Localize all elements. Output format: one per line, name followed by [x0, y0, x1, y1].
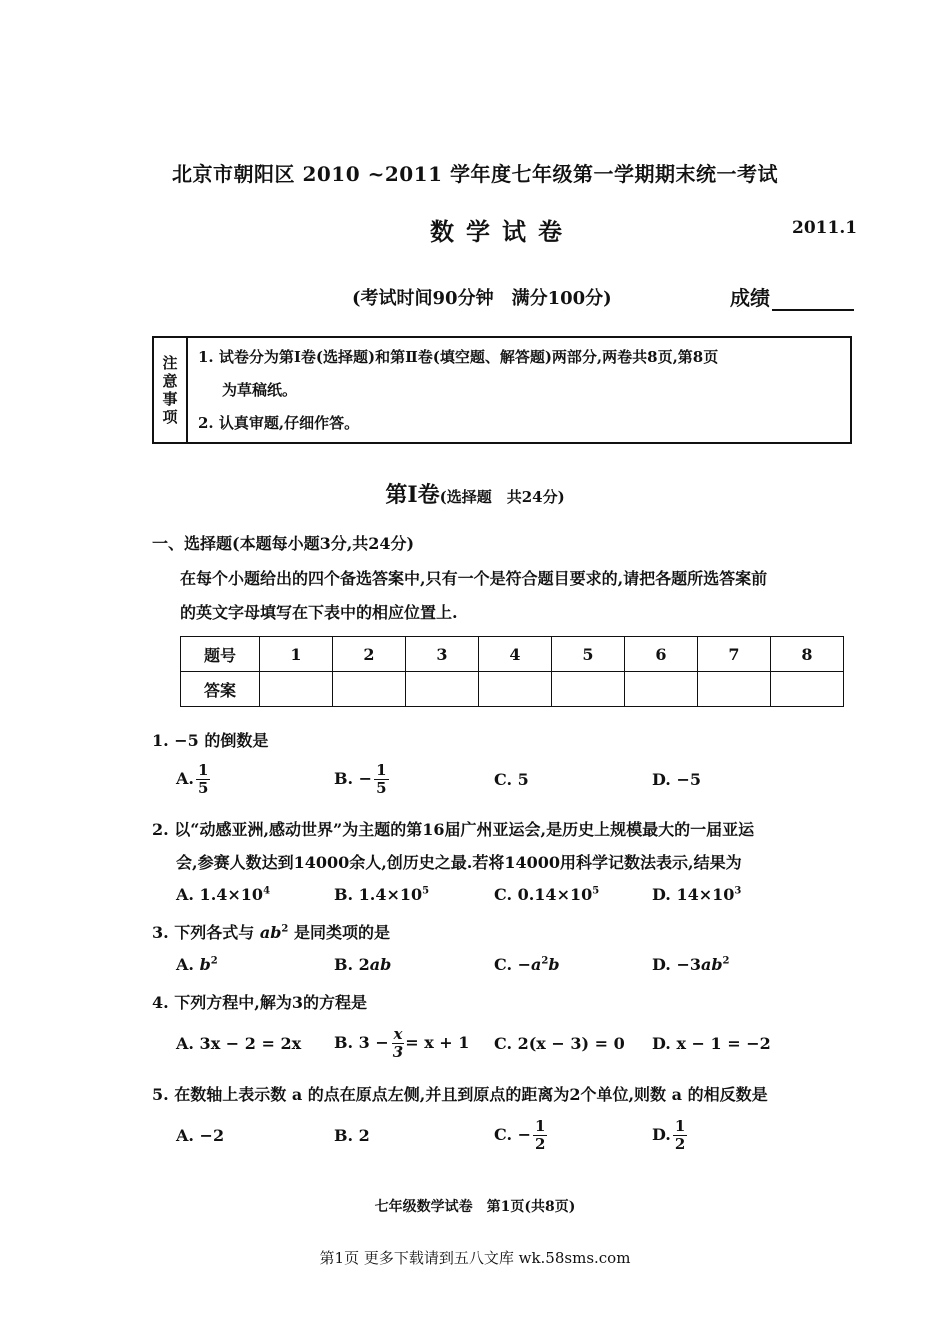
score-label: 成绩 [730, 286, 770, 310]
q1-option-a [176, 762, 210, 797]
fraction [673, 1118, 687, 1153]
notice-char: 意 [162, 372, 178, 390]
notice-label [154, 338, 188, 442]
option-label: A. [176, 769, 194, 788]
denominator: 2 [674, 1135, 686, 1153]
notice-line-1b: 为草稿纸。 [222, 381, 298, 399]
variable: ab [700, 955, 723, 974]
section-heading: 一、选择题(本题每小题3分,共24分) [152, 534, 415, 553]
question-2-stem-1: 2. 以“动感亚洲,感动世界”为主题的第16届广州亚运会,是历史上规模最大的一届亚运 [152, 820, 755, 839]
option-label: C. − [494, 1125, 531, 1144]
score-blank [772, 291, 854, 311]
notice-char: 项 [162, 408, 178, 426]
q5-option-a: A. −2 [176, 1126, 225, 1145]
q2-option-d [652, 885, 741, 904]
exam-title: 北京市朝阳区 2010 ~2011 学年度七年级第一学期期末统一考试 [172, 162, 778, 186]
numerator: 1 [197, 761, 209, 779]
answer-cell[interactable] [260, 672, 333, 707]
instruction-line-1: 在每个小题给出的四个备选答案中,只有一个是符合题目要求的,请把各题所选答案前 [180, 569, 768, 588]
option-label: D. −3 [652, 955, 701, 974]
variable: ab [259, 923, 282, 942]
subject-title: 数学试卷 [430, 217, 574, 246]
q5-option-c [494, 1118, 547, 1153]
stem-text: 3. 下列各式与 [152, 923, 255, 942]
notice-line-2: 2. 认真审题,仔细作答。 [198, 414, 360, 432]
answer-cell[interactable] [552, 672, 625, 707]
option-text: A. 1.4×10 [176, 885, 264, 904]
q1-option-b [334, 762, 389, 797]
option-label: D. [652, 1125, 671, 1144]
table-header-cell: 答案 [181, 672, 260, 707]
score-field [730, 282, 854, 311]
table-header-cell: 题号 [181, 637, 260, 672]
notice-char: 事 [162, 390, 178, 408]
q2-option-b [334, 885, 429, 904]
q2-option-c [494, 885, 599, 904]
question-number-cell: 2 [333, 637, 406, 672]
exponent: 5 [592, 885, 600, 897]
q2-option-a [176, 885, 270, 904]
exponent: 4 [263, 885, 271, 897]
question-number-cell: 1 [260, 637, 333, 672]
answer-cell[interactable] [333, 672, 406, 707]
question-number-cell: 7 [698, 637, 771, 672]
answer-cell[interactable] [771, 672, 844, 707]
question-5-stem: 5. 在数轴上表示数 a 的点在原点左侧,并且到原点的距离为2个单位,则数 a 的相反数是 [152, 1085, 768, 1104]
answer-table [180, 636, 844, 707]
denominator: 5 [197, 779, 209, 797]
option-label: C. − [494, 955, 531, 974]
answer-cell[interactable] [406, 672, 479, 707]
table-row [181, 672, 844, 707]
variable: b [548, 955, 560, 974]
numerator: 1 [535, 1117, 546, 1135]
notice-char: 注 [162, 354, 178, 372]
numerator: x [393, 1025, 403, 1043]
option-label: A. [176, 955, 194, 974]
option-text: = x + 1 [405, 1033, 470, 1052]
question-number-cell: 6 [625, 637, 698, 672]
question-number-cell: 4 [479, 637, 552, 672]
exponent: 2 [722, 955, 730, 967]
denominator: 5 [376, 779, 387, 797]
fraction [196, 762, 210, 797]
stem-text: 是同类项的是 [293, 923, 390, 942]
question-4-stem: 4. 下列方程中,解为3的方程是 [152, 993, 367, 1012]
part-sub: (选择题 共24分) [439, 488, 565, 506]
fraction [391, 1026, 405, 1061]
variable: a [531, 955, 542, 974]
part-title [0, 478, 950, 509]
answer-cell[interactable] [698, 672, 771, 707]
source-line: 第1页 更多下载请到五八文库 wk.58sms.com [319, 1249, 631, 1267]
denominator: 2 [535, 1135, 546, 1153]
question-2-stem-2: 会,参赛人数达到14000余人,创历史之最.若将14000用科学记数法表示,结果为 [176, 853, 742, 872]
answer-cell[interactable] [479, 672, 552, 707]
q4-option-a: A. 3x − 2 = 2x [176, 1034, 302, 1053]
exponent: 3 [734, 885, 742, 897]
denominator: 3 [392, 1043, 404, 1061]
q3-option-a [176, 955, 218, 974]
option-label: B. 3 − [334, 1033, 389, 1052]
q1-option-c: C. 5 [494, 770, 529, 789]
option-label: B. 2 [334, 955, 370, 974]
exam-date: 2011.1 [792, 218, 858, 238]
q4-option-d: D. x − 1 = −2 [652, 1034, 771, 1053]
notice-line-1: 1. 试卷分为第Ⅰ卷(选择题)和第Ⅱ卷(填空题、解答题)两部分,两卷共8页,第8页 [198, 348, 719, 366]
question-number-cell: 5 [552, 637, 625, 672]
exponent: 2 [541, 955, 549, 967]
q4-option-c: C. 2(x − 3) = 0 [494, 1034, 625, 1053]
q3-option-d [652, 955, 730, 974]
notice-box [152, 336, 852, 444]
fraction [374, 762, 388, 797]
q4-option-b [334, 1026, 469, 1061]
page-footer: 七年级数学试卷 第1页(共8页) [374, 1199, 576, 1215]
option-text: B. 1.4×10 [334, 885, 423, 904]
instruction-line-2: 的英文字母填写在下表中的相应位置上. [180, 603, 458, 622]
numerator: 1 [376, 761, 387, 779]
option-text: C. 0.14×10 [494, 885, 593, 904]
option-label: B. − [334, 769, 373, 788]
numerator: 1 [674, 1117, 686, 1135]
exponent: 2 [210, 955, 218, 967]
variable: ab [369, 955, 392, 974]
question-1-stem: 1. −5 的倒数是 [152, 731, 269, 750]
q3-option-c [494, 955, 560, 974]
question-number-cell: 8 [771, 637, 844, 672]
variable: b [199, 955, 211, 974]
question-3-stem [152, 920, 390, 943]
q1-option-d: D. −5 [652, 770, 701, 789]
part-main: 第Ⅰ卷 [385, 482, 440, 508]
q5-option-b: B. 2 [334, 1126, 370, 1145]
question-number-cell: 3 [406, 637, 479, 672]
exponent: 5 [422, 885, 430, 897]
table-row [181, 637, 844, 672]
exam-info: (考试时间90分钟 满分100分) [352, 288, 612, 309]
fraction [533, 1118, 547, 1153]
q3-option-b [334, 955, 391, 974]
answer-cell[interactable] [625, 672, 698, 707]
exponent: 2 [281, 923, 289, 935]
q5-option-d [652, 1118, 687, 1153]
option-text: D. 14×10 [652, 885, 735, 904]
